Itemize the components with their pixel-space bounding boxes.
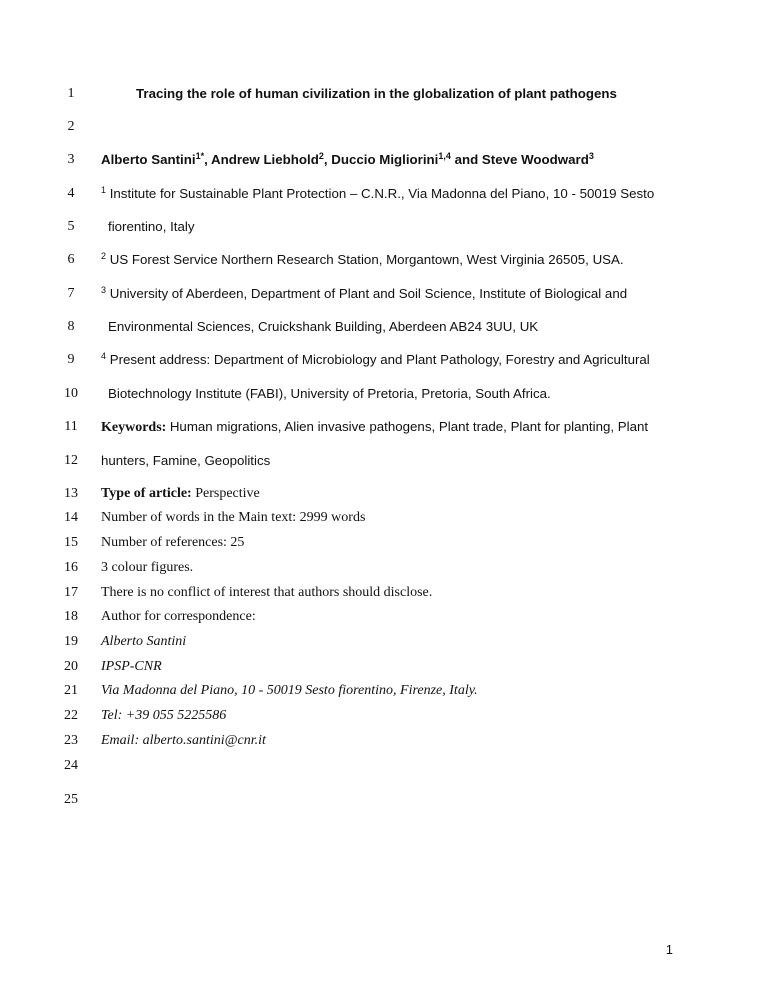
correspondence-label: Author for correspondence: [101,609,256,624]
author-name: Alberto Santini [101,152,196,167]
author-separator: and [450,152,482,167]
line-number: 25 [64,792,78,807]
line-number: 9 [67,352,75,367]
correspondent-name: Alberto Santini [101,634,187,649]
paper-title: Tracing the role of human civilization in the globalization of plant pathogens [136,86,617,101]
line-number: 24 [64,758,78,773]
line-number: 23 [64,733,78,748]
line-number: 4 [67,186,75,201]
affiliation-mark: 3 [101,285,107,295]
author-affiliation-mark: 3 [588,151,594,161]
affiliation [101,186,693,202]
keywords [101,419,693,436]
author-separator: , [204,152,211,167]
correspondent-address: Via Madonna del Piano, 10 - 50019 Sesto fiorentino, Firenze, Italy. [101,683,478,698]
affiliation [101,286,693,302]
author-affiliation-mark: 1* [195,151,205,161]
page-number: 1 [665,942,673,957]
line-number: 22 [64,708,78,723]
line-number: 17 [64,585,78,600]
author-name: Duccio Migliorini [331,152,439,167]
keywords-text: Human migrations, Alien invasive pathogens, Plant trade, Plant for planting, Plant [169,419,649,434]
affiliation-mark: 2 [101,251,107,261]
line-number: 15 [64,535,78,550]
line-number: 20 [64,659,78,674]
article-type-label: Type of article: [101,486,192,501]
line-number: 14 [64,510,78,525]
line-number: 13 [64,486,78,501]
affiliation-mark: 1 [101,185,107,195]
keywords-continuation: hunters, Famine, Geopolitics [101,453,271,468]
correspondent-phone: Tel: +39 055 5225586 [101,708,227,723]
line-number: 21 [64,683,78,698]
author-name: Steve Woodward [481,152,589,167]
line-number: 10 [64,386,78,401]
line-number: 12 [64,453,78,468]
line-number: 16 [64,560,78,575]
line-number: 18 [64,609,78,624]
affiliation-continuation: fiorentino, Italy [108,219,195,234]
affiliation-text: University of Aberdeen, Department of Plant and Soil Science, Institute of Biological and [109,286,628,301]
article-type-value: Perspective [195,486,260,501]
affiliation [101,352,693,368]
keywords-label: Keywords: [101,420,167,435]
word-count: Number of words in the Main text: 2999 words [101,510,366,525]
correspondent-email: Email: alberto.santini@cnr.it [101,733,266,748]
author-list [101,152,693,168]
affiliation-text: US Forest Service Northern Research Station, Morgantown, West Virginia 26505, USA. [109,252,624,267]
affiliation-text: Present address: Department of Microbiology and Plant Pathology, Forestry and Agricultural [109,352,650,367]
affiliation-continuation: Biotechnology Institute (FABI), University of Pretoria, Pretoria, South Africa. [108,386,551,401]
affiliation-continuation: Environmental Sciences, Cruickshank Building, Aberdeen AB24 3UU, UK [108,319,539,334]
line-number: 3 [67,152,75,167]
line-number: 7 [67,286,75,301]
author-name: Andrew Liebhold [210,152,319,167]
line-number: 11 [64,419,78,434]
author-separator: , [323,152,332,167]
reference-count: Number of references: 25 [101,535,245,550]
affiliation-text: Institute for Sustainable Plant Protection – C.N.R., Via Madonna del Piano, 10 - 50019 Sesto [109,186,655,201]
line-number: 1 [67,86,75,101]
line-number: 6 [67,252,75,267]
figure-count: 3 colour figures. [101,560,194,575]
affiliation-mark: 4 [101,351,107,361]
line-number: 8 [67,319,75,334]
correspondent-institution: IPSP-CNR [101,659,162,674]
conflict-statement: There is no conflict of interest that authors should disclose. [101,585,433,600]
author-affiliation-mark: 1,4 [438,151,451,161]
line-number: 5 [67,219,75,234]
article-type [101,486,693,502]
line-number: 2 [67,119,75,134]
author-affiliation-mark: 2 [318,151,324,161]
line-number: 19 [64,634,78,649]
affiliation [101,252,693,268]
